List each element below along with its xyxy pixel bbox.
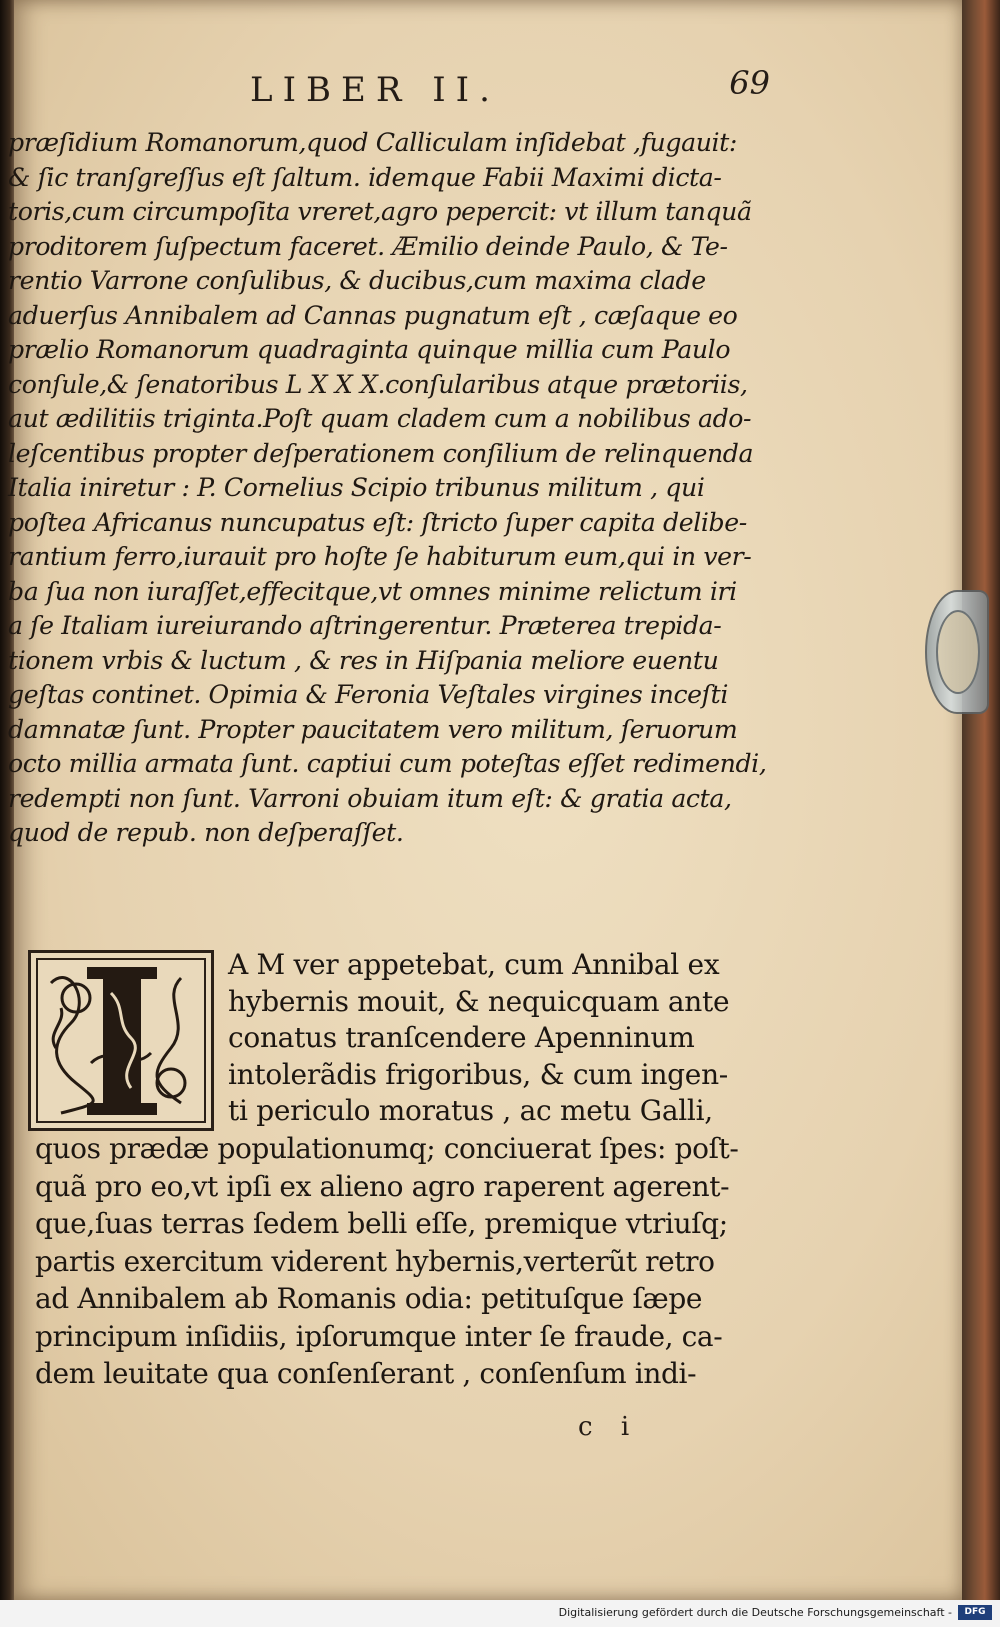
summary-line: damnatæ ſunt. Propter paucitatem vero militum, ſeruorum [8,714,738,744]
summary-line: conſule,& ſenatoribus L X X X.conſularibus atque prætoriis, [8,369,748,399]
digitization-footer [0,1600,1000,1627]
scan-right-edge [962,0,1000,1600]
body-line: conatus tranſcendere Apenninum [228,1021,695,1054]
body-line: quos prædæ populationumq; conciuerat ſpes: poſt- [35,1132,739,1165]
summary-line: tionem vrbis & luctum , & res in Hiſpania meliore euentu [8,645,719,675]
page-header [250,64,770,120]
body-line: ad Annibalem ab Romanis odia: petituſque ſæpe [35,1282,703,1315]
body-line: principum inſidiis, ipſorumque inter ſe fraude, ca- [35,1319,723,1353]
summary-line: ba ſua non iuraſſet,effecitque,vt omnes minime relictum iri [8,576,737,606]
chapter-summary [8,126,798,851]
main-text-beside-initial [228,947,798,1130]
metal-clip-ring [936,610,980,694]
summary-line: præſidium Romanorum,quod Calliculam inſidebat ,fugauit: [8,128,737,157]
page-number: 69 [729,64,770,102]
body-line: que,ſuas terras ſedem belli eſſe, premique vtriuſq; [35,1207,728,1240]
summary-line: poſtea Africanus nuncupatus eſt: ſtricto ſuper capita delibe- [8,507,747,537]
body-line: hybernis mouit, & nequicquam ante [228,984,730,1018]
summary-line: prælio Romanorum quadraginta quinque millia cum Paulo [8,335,731,364]
body-line: A M ver appetebat, cum Annibal ex [228,948,720,981]
summary-line: aduerſus Annibalem ad Cannas pugnatum eſt , cæſaque eo [8,300,738,330]
main-text [35,1130,795,1393]
footer-credit: Digitalisierung gefördert durch die Deutsche Forschungsgemeinschaft - [558,1606,952,1619]
decorated-initial-i-icon [28,950,214,1131]
body-line: ti periculo moratus , ac metu Galli, [228,1094,713,1127]
summary-line: leſcentibus propter deſperationem conſilium de relinquenda [8,438,754,468]
dfg-logo: DFG [958,1605,992,1620]
summary-line: redempti non ſunt. Varroni obuiam itum eſt: & gratia acta, [8,783,732,813]
summary-line: a ſe Italiam iureiurando aſtringerentur. Præterea trepida- [8,611,722,640]
summary-line: geſtas continet. Opimia & Feronia Veſtales virgines inceſti [8,680,728,709]
summary-line: aut ædilitiis triginta.Poſt quam cladem cum a nobilibus ado- [8,404,752,433]
summary-line: quod de repub. non deſperaſſet. [8,818,404,847]
body-line: partis exercitum viderent hybernis,verterũt retro [35,1244,715,1278]
summary-line: toris,cum circumpoſita vreret,agro pepercit: vt illum tanquã [8,197,752,226]
summary-line: proditorem ſuſpectum faceret. Æmilio deinde Paulo, & Te- [8,231,728,261]
signature-mark: c i [578,1412,640,1442]
running-title: LIBER II. [250,70,500,110]
summary-line: Italia iniretur : P. Cornelius Scipio tribunus militum , qui [8,473,705,502]
body-line: dem leuitate qua conſenſerant , conſenſum indi- [35,1357,697,1390]
summary-line: octo millia armata ſunt. captiui cum poteſtas eſſet redimendi, [8,749,767,778]
body-line: quã pro eo,vt ipſi ex alieno agro raperent agerent- [35,1169,730,1203]
summary-line: rentio Varrone conſulibus, & ducibus,cum maxima clade [8,266,706,295]
body-line: intolerãdis frigoribus, & cum ingen- [228,1057,728,1091]
summary-line: rantium ferro,iurauit pro hoſte ſe habiturum eum,qui in ver- [8,542,752,571]
summary-line: & ſic tranſgreſſus eſt ſaltum. idemque Fabii Maximi dicta- [8,162,722,192]
